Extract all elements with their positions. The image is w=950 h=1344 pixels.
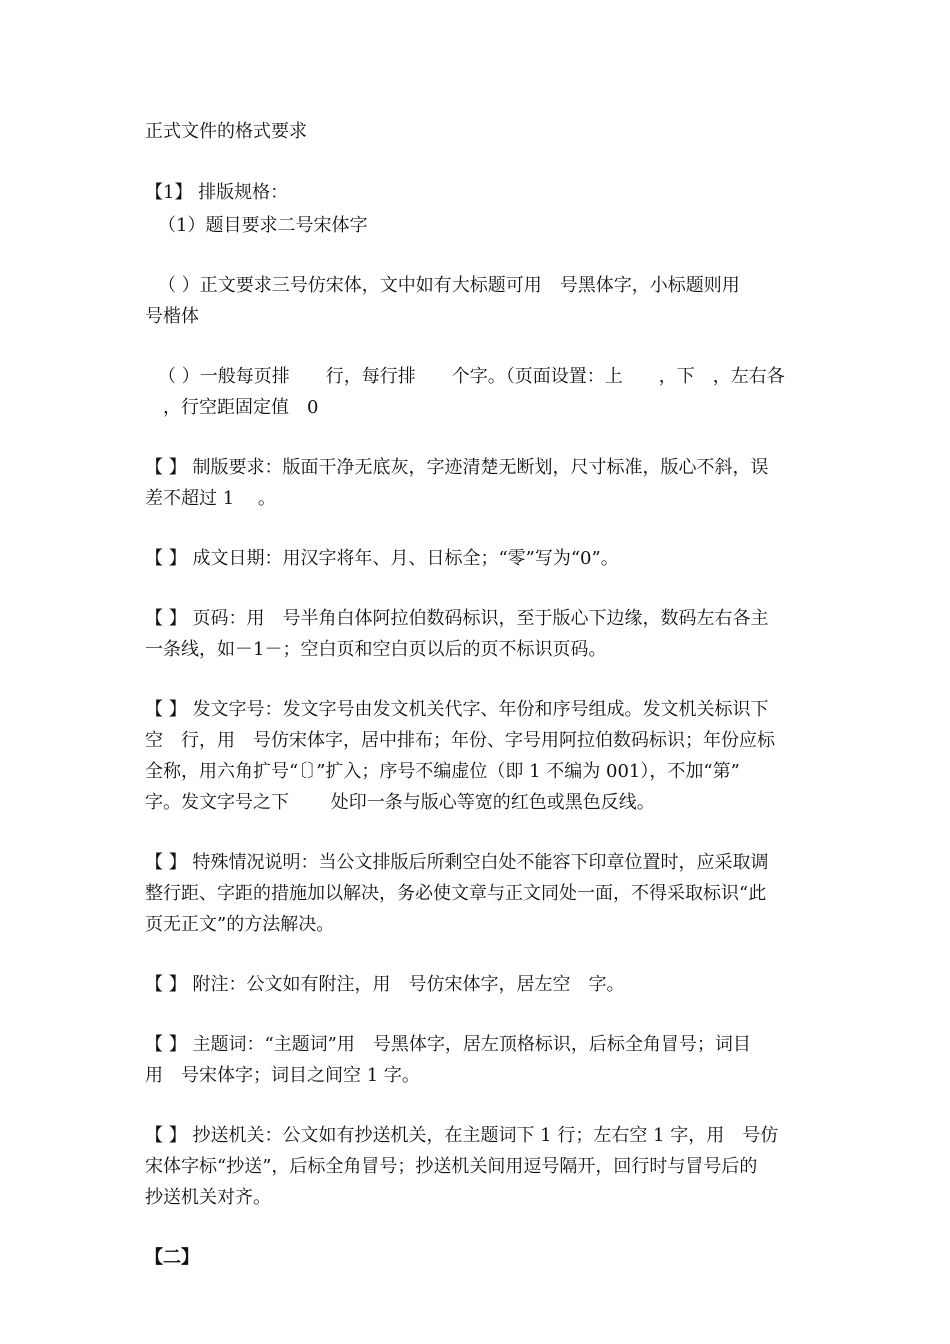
item-3 <box>145 361 815 423</box>
paragraph-special-cases <box>145 847 815 940</box>
special-line-2: 整行距、字距的措施加以解决，务必使文章与正文同处一面，不得采取标识“此 <box>145 883 767 904</box>
docno-line-1: 【 】 发文字号：发文字号由发文机关代字、年份和序号组成。发文机关标识下 <box>145 699 769 720</box>
cc-line-1: 【 】 抄送机关：公文如有抄送机关，在主题词下 1 行；左右空 1 字，用 号仿 <box>145 1125 779 1146</box>
section-heading-2: 【二】 <box>145 1247 199 1268</box>
item-2 <box>145 270 815 332</box>
paragraph-subject-words <box>145 1029 815 1091</box>
cc-line-3: 抄送机关对齐。 <box>145 1187 271 1208</box>
date-line-1: 【 】 成文日期：用汉字将年、月、日标全；“零”写为“0”。 <box>145 548 619 569</box>
section-heading-1: 【1】 排版规格： <box>145 182 289 203</box>
paragraph-cc-organs <box>145 1120 815 1213</box>
paragraph-note <box>145 969 815 1000</box>
item-3-line-1: （ ）一般每页排 行，每行排 个字。（页面设置：上 ，下 ，左右各 <box>158 366 785 387</box>
paragraph-date <box>145 543 815 574</box>
docno-line-2: 空 行，用 号仿宋体字，居中排布；年份、字号用阿拉伯数码标识；年份应标 <box>145 730 775 751</box>
item-1-text: （1）题目要求二号宋体字 <box>158 215 368 236</box>
page-line-1: 【 】 页码：用 号半角白体阿拉伯数码标识，至于版心下边缘，数码左右各主 <box>145 608 769 629</box>
page-line-2: 一条线，如－1－；空白页和空白页以后的页不标识页码。 <box>145 639 607 660</box>
special-line-1: 【 】 特殊情况说明：当公文排版后所剩空白处不能容下印章位置时，应采取调 <box>145 852 769 873</box>
document-body <box>145 116 815 1302</box>
item-2-line-1: （ ）正文要求三号仿宋体，文中如有大标题可用 号黑体字，小标题则用 <box>158 275 740 296</box>
plate-line-2: 差不超过 1 。 <box>145 488 276 509</box>
note-line-1: 【 】 附注：公文如有附注，用 号仿宋体字，居左空 字。 <box>145 974 625 995</box>
docno-line-3: 全称，用六角扩号“〔〕”扩入；序号不编虚位（即 1 不编为 001），不加“第” <box>145 761 740 782</box>
page-title: 正式文件的格式要求 <box>145 121 307 142</box>
paragraph-document-number <box>145 694 815 818</box>
subject-line-1: 【 】 主题词：“主题词”用 号黑体字，居左顶格标识，后标全角冒号；词目 <box>145 1034 751 1055</box>
cc-line-2: 宋体字标“抄送”，后标全角冒号；抄送机关间用逗号隔开，回行时与冒号后的 <box>145 1156 758 1177</box>
special-line-3: 页无正文”的方法解决。 <box>145 914 335 935</box>
item-3-line-2: ，行空距固定值 0 <box>145 397 319 418</box>
item-1 <box>145 210 815 241</box>
plate-line-1: 【 】 制版要求：版面干净无底灰，字迹清楚无断划，尺寸标准，版心不斜，误 <box>145 457 769 478</box>
paragraph-plate-requirements <box>145 452 815 514</box>
paragraph-page-number <box>145 603 815 665</box>
subject-line-2: 用 号宋体字；词目之间空 1 字。 <box>145 1065 420 1086</box>
docno-line-4: 字。发文字号之下 处印一条与版心等宽的红色或黑色反线。 <box>145 792 655 813</box>
item-2-line-2: 号楷体 <box>145 306 199 327</box>
